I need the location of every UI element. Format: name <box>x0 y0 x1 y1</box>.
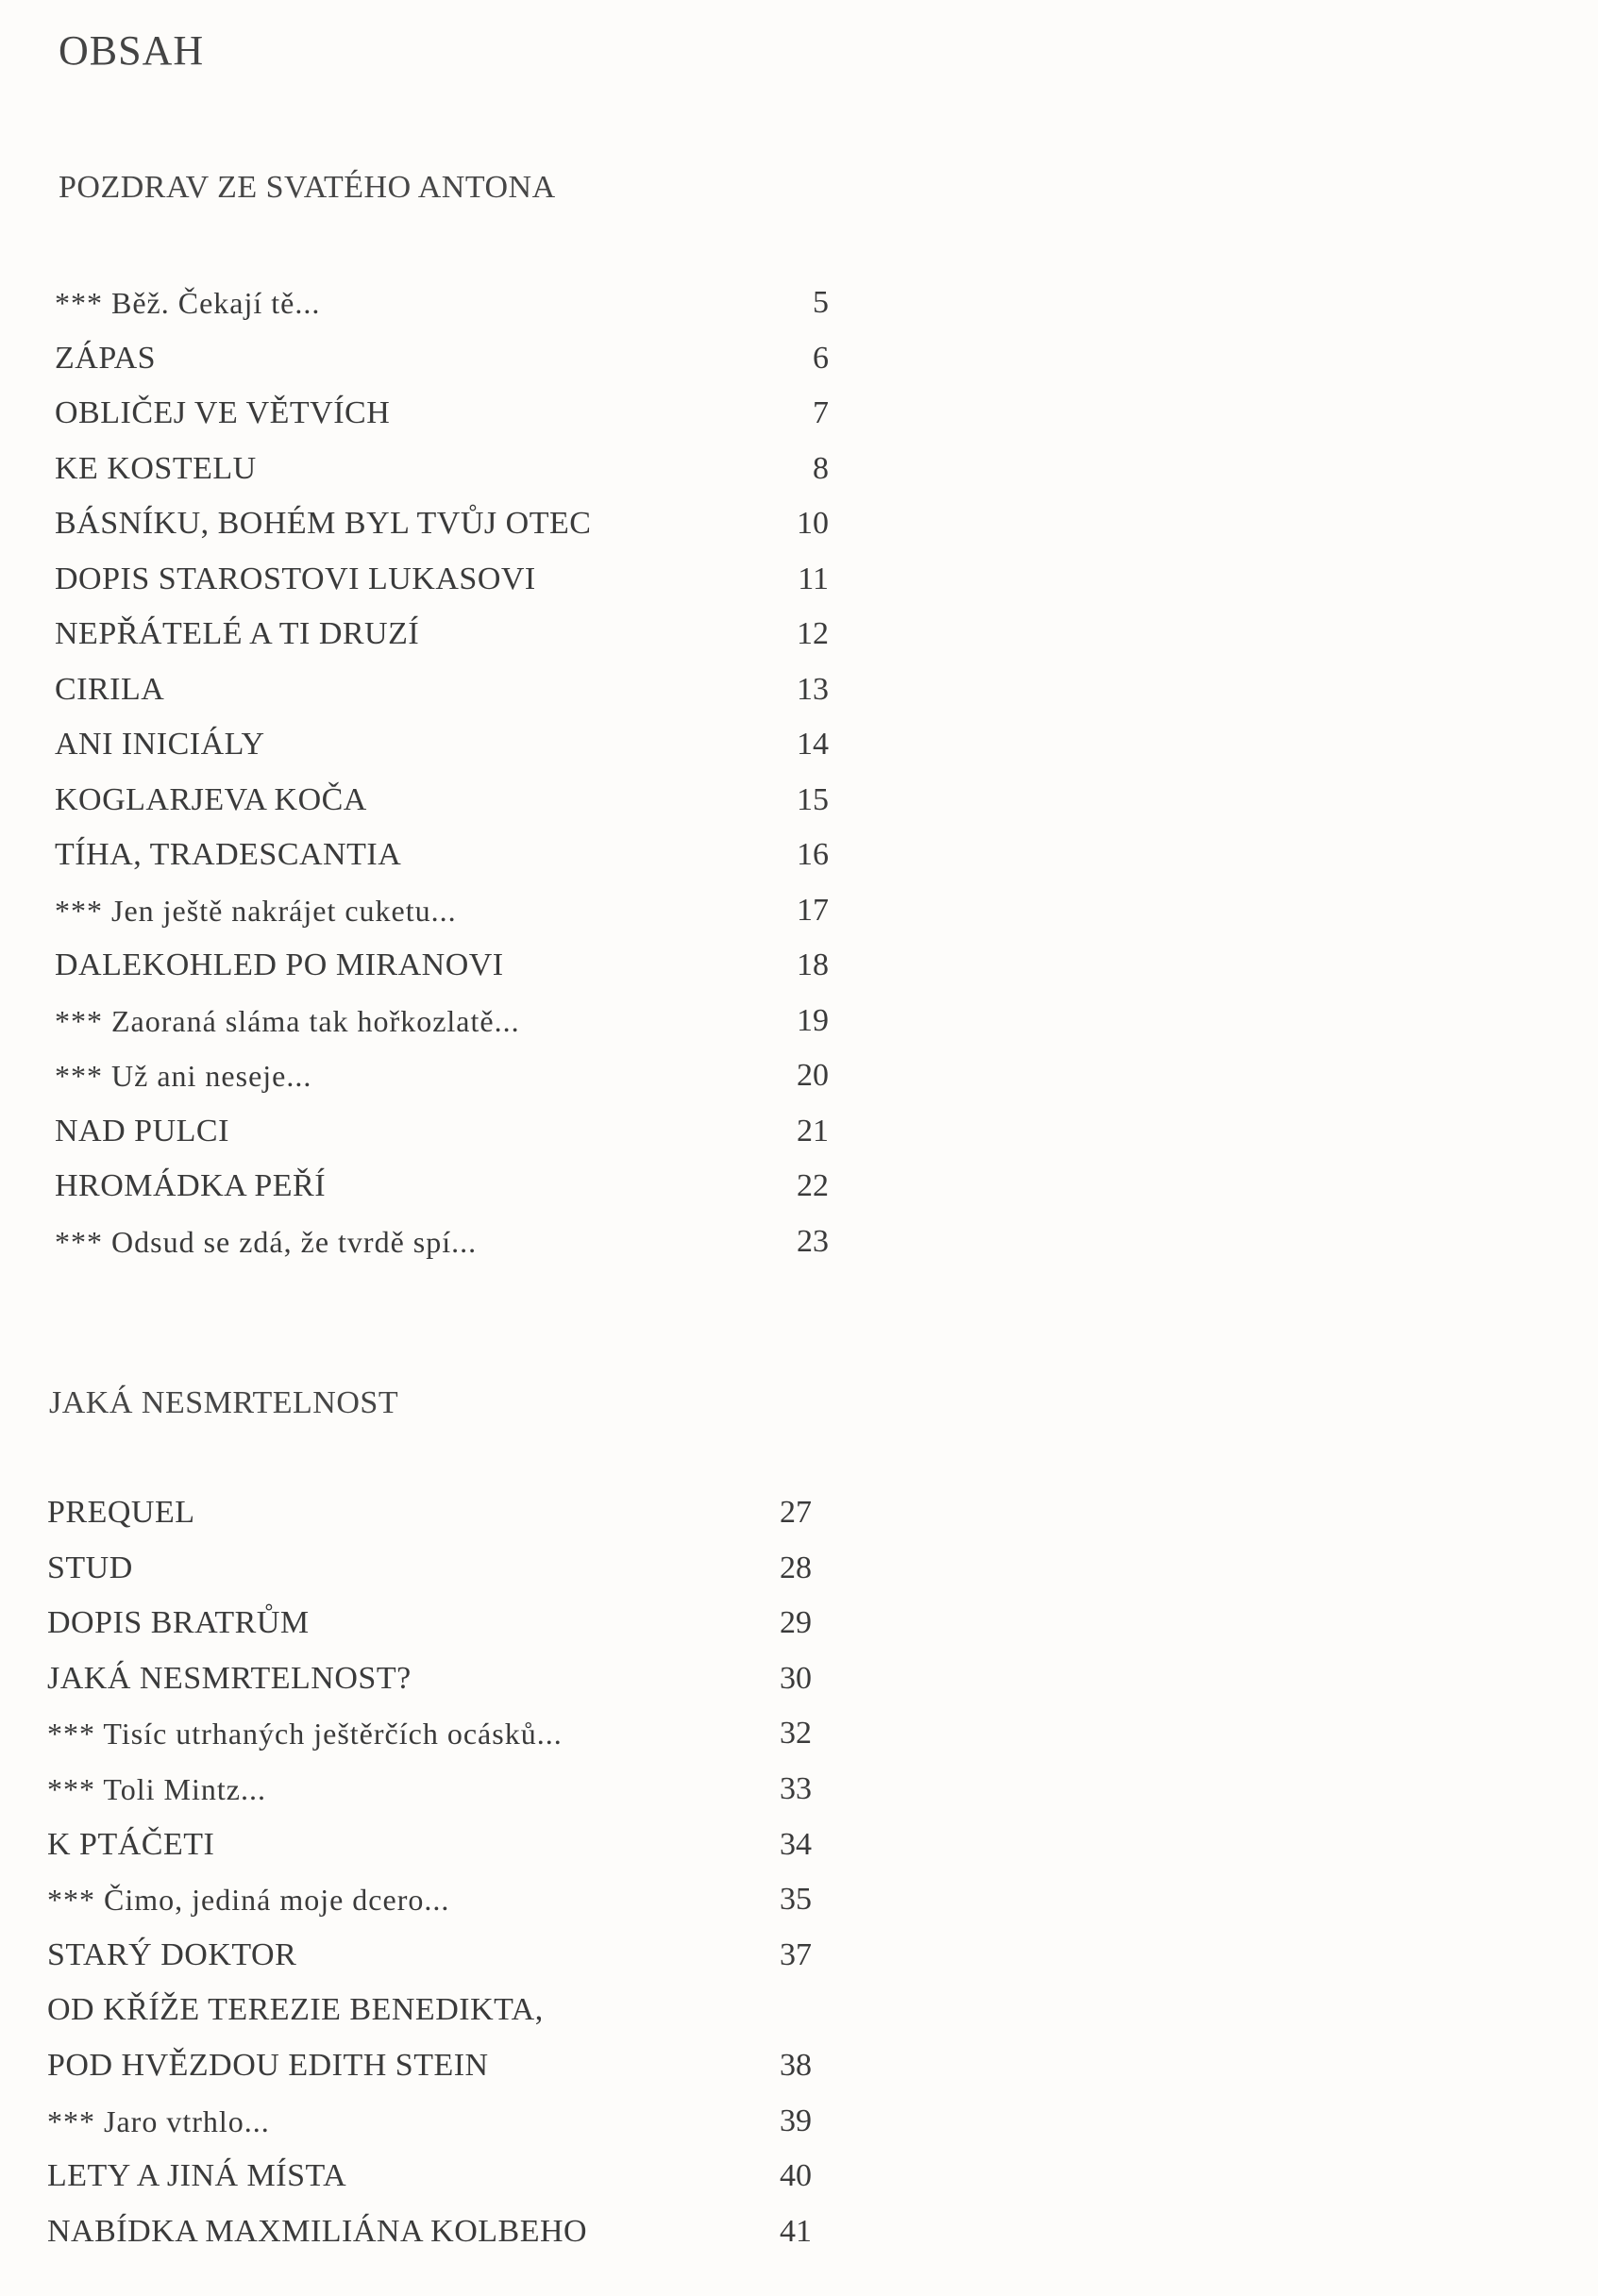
toc-list <box>47 1493 812 2267</box>
toc-entry <box>55 449 829 505</box>
toc-entry <box>47 1769 812 1825</box>
toc-entry-title: STUD <box>47 1550 133 1585</box>
toc-entry <box>47 2046 812 2102</box>
toc-entry-title: STARÝ DOKTOR <box>47 1936 297 1972</box>
section-title: POZDRAV ZE SVATÉHO ANTONA <box>59 170 556 205</box>
toc-entry <box>47 2212 812 2268</box>
toc-entry-page-number: 18 <box>797 947 829 982</box>
toc-entry <box>55 504 829 560</box>
toc-entry-title: DOPIS BRATRŮM <box>47 1605 310 1641</box>
toc-entry <box>55 725 829 780</box>
toc-entry-title: *** Čimo, jediná moje dcero... <box>47 1883 450 1918</box>
toc-entry-page-number: 39 <box>780 2103 812 2138</box>
toc-entry-page-number: 32 <box>780 1716 812 1751</box>
toc-entry-page-number: 29 <box>780 1605 812 1641</box>
toc-entry <box>55 946 829 1001</box>
toc-entry <box>55 614 829 670</box>
toc-entry <box>55 1056 829 1112</box>
toc-entry-title: DOPIS STAROSTOVI LUKASOVI <box>55 561 536 596</box>
toc-entry <box>55 780 829 836</box>
toc-entry-page-number: 13 <box>797 671 829 707</box>
toc-entry <box>47 1714 812 1769</box>
toc-entry-title: HROMÁDKA PEŘÍ <box>55 1168 327 1203</box>
toc-entry-title: *** Už ani neseje... <box>55 1059 312 1093</box>
toc-entry-title: ANI INICIÁLY <box>55 727 265 762</box>
toc-entry-title: OBLIČEJ VE VĚTVÍCH <box>55 395 391 430</box>
toc-entry-page-number: 20 <box>797 1058 829 1093</box>
toc-entry-page-number: 34 <box>780 1826 812 1862</box>
toc-entry-title: NAD PULCI <box>55 1113 229 1148</box>
toc-entry <box>47 1936 812 1991</box>
toc-entry-page-number: 40 <box>780 2158 812 2194</box>
toc-entry-title: *** Jaro vtrhlo... <box>47 2103 270 2138</box>
toc-entry-title: ZÁPAS <box>55 340 157 376</box>
toc-entry-title: KOGLARJEVA KOČA <box>55 781 367 817</box>
toc-entry-page-number: 30 <box>780 1660 812 1696</box>
toc-entry <box>47 2102 812 2157</box>
toc-entry <box>55 891 829 947</box>
toc-entry <box>55 835 829 891</box>
toc-entry-title: OD KŘÍŽE TEREZIE BENEDIKTA, <box>47 1992 544 2028</box>
toc-entry <box>55 670 829 726</box>
toc-entry-page-number: 21 <box>797 1113 829 1148</box>
toc-entry-title: *** Běž. Čekají tě... <box>55 286 321 320</box>
toc-entry <box>55 283 829 339</box>
toc-entry-title: DALEKOHLED PO MIRANOVI <box>55 947 504 982</box>
toc-entry-title: *** Toli Mintz... <box>47 1771 266 1806</box>
toc-entry-title: PREQUEL <box>47 1495 195 1530</box>
toc-entry-page-number: 16 <box>797 837 829 872</box>
toc-list <box>55 283 829 1277</box>
toc-entry-title: KE KOSTELU <box>55 450 257 486</box>
toc-entry-title: *** Odsud se zdá, že tvrdě spí... <box>55 1224 478 1259</box>
toc-entry <box>47 1825 812 1881</box>
toc-entry-page-number: 7 <box>813 395 829 430</box>
toc-entry <box>47 1990 812 2046</box>
toc-entry-page-number: 14 <box>797 727 829 762</box>
toc-entry <box>55 560 829 615</box>
toc-entry-page-number: 35 <box>780 1882 812 1918</box>
toc-entry-page-number: 37 <box>780 1936 812 1972</box>
toc-entry <box>47 2156 812 2212</box>
toc-entry-title: POD HVĚZDOU EDITH STEIN <box>47 2047 489 2083</box>
toc-entry-page-number: 10 <box>797 506 829 541</box>
toc-entry-title: JAKÁ NESMRTELNOST? <box>47 1660 412 1696</box>
toc-entry-page-number: 5 <box>813 285 829 320</box>
toc-entry <box>47 1659 812 1715</box>
toc-entry-title: K PTÁČETI <box>47 1826 215 1862</box>
toc-entry <box>55 1166 829 1222</box>
toc-entry <box>55 394 829 449</box>
toc-entry-page-number: 6 <box>813 340 829 376</box>
toc-entry-title: *** Zaoraná sláma tak hořkozlatě... <box>55 1003 520 1038</box>
toc-entry <box>47 1549 812 1604</box>
toc-entry-page-number: 8 <box>813 450 829 486</box>
section-title: JAKÁ NESMRTELNOST <box>49 1385 399 1420</box>
toc-entry <box>55 339 829 394</box>
toc-entry-title: TÍHA, TRADESCANTIA <box>55 837 402 872</box>
toc-entry-page-number: 27 <box>780 1495 812 1530</box>
toc-entry <box>47 1880 812 1936</box>
toc-entry <box>47 1493 812 1549</box>
toc-entry-title: NEPŘÁTELÉ A TI DRUZÍ <box>55 616 420 651</box>
toc-entry-page-number: 11 <box>798 561 829 596</box>
toc-entry-title: LETY A JINÁ MÍSTA <box>47 2158 347 2194</box>
toc-entry <box>47 1603 812 1659</box>
toc-entry-page-number: 19 <box>797 1002 829 1038</box>
toc-entry-page-number: 17 <box>797 892 829 928</box>
toc-entry <box>55 1222 829 1278</box>
toc-entry <box>55 1001 829 1057</box>
toc-entry-page-number: 22 <box>797 1168 829 1203</box>
toc-entry <box>55 1112 829 1167</box>
toc-entry-title: *** Tisíc utrhaných ještěrčích ocásků... <box>47 1717 563 1751</box>
toc-entry-title: BÁSNÍKU, BOHÉM BYL TVŮJ OTEC <box>55 506 592 541</box>
toc-entry-page-number: 28 <box>780 1550 812 1585</box>
page-title: OBSAH <box>59 27 205 74</box>
toc-entry-page-number: 38 <box>780 2047 812 2083</box>
toc-entry-page-number: 23 <box>797 1223 829 1259</box>
toc-entry-page-number: 33 <box>780 1770 812 1806</box>
toc-entry-page-number: 12 <box>797 616 829 651</box>
toc-entry-title: *** Jen ještě nakrájet cuketu... <box>55 893 457 928</box>
toc-entry-title: NABÍDKA MAXMILIÁNA KOLBEHO <box>47 2213 588 2249</box>
toc-entry-page-number: 15 <box>797 781 829 817</box>
toc-entry-title: CIRILA <box>55 671 165 707</box>
toc-entry-page-number: 41 <box>780 2213 812 2249</box>
